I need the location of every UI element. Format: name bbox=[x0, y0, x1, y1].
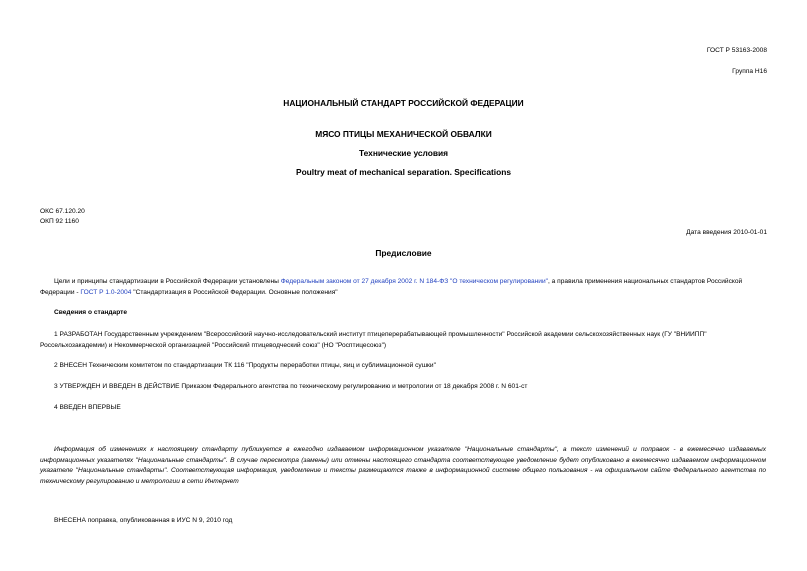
document-title: МЯСО ПТИЦЫ МЕХАНИЧЕСКОЙ ОБВАЛКИ bbox=[315, 129, 492, 139]
standard-code: ГОСТ Р 53163-2008 bbox=[706, 47, 767, 54]
federal-law-link[interactable]: Федеральным законом от 27 декабря 2002 г. N 184-ФЗ "О техническом регулировании" bbox=[280, 278, 549, 285]
document-subtitle: Технические условия bbox=[358, 148, 449, 158]
document-title-english: Poultry meat of mechanical separation. Specifications bbox=[295, 167, 512, 177]
foreword-text-c: "Стандартизация в Российской Федерации. Основные положения" bbox=[131, 288, 338, 296]
okp-code: ОКП 92 1160 bbox=[40, 218, 79, 225]
standard-info-heading: Сведения о стандарте bbox=[54, 309, 128, 316]
gost-r-1-0-2004-link[interactable]: ГОСТ Р 1.0-2004 bbox=[80, 288, 132, 296]
national-standard-heading: НАЦИОНАЛЬНЫЙ СТАНДАРТ РОССИЙСКОЙ ФЕДЕРАЦИИ bbox=[283, 98, 524, 108]
info-item-4: 4 ВВЕДЕН ВПЕРВЫЕ bbox=[54, 404, 121, 411]
amendment-note: ВНЕСЕНА поправка, опубликованная в ИУС N 9, 2010 год bbox=[54, 517, 233, 524]
oks-code: ОКС 67.120.20 bbox=[40, 208, 85, 215]
info-italic-notice: Информация об изменениях к настоящему стандарту публикуется в ежегодно издаваемом информационном указателе "Национальные стандарты", а текст изменений и поправок - в ежемесячно издаваемых информационных указателях "Национальные стандарты". В случае пересмотра (замены) или отмены настоящего стандарта соответствующее уведомление будет опубликовано в ежемесячно издаваемом информационном указателе "Национальные стандарты". Соответствующая информация, уведомление и тексты размещаются также в информационной системе общего пользования - на официальном сайте Федерального агентства по техническому регулированию и метрологии в сети Интернет bbox=[40, 446, 766, 485]
foreword-heading: Предисловие bbox=[375, 248, 432, 258]
info-item-1: 1 РАЗРАБОТАН Государственным учреждением "Всероссийский научно-исследовательский институт птицеперерабатывающей промышленности" Российской академии сельскохозяйственных наук (ГУ "ВНИИПП" Россельхозакадемии) и Некоммерческой организацией "Российский птицеводческий союз" (НО "Росптицесоюз") bbox=[40, 331, 707, 349]
foreword-text-b: , а правила применения национальных стандартов Российской Федерации - bbox=[40, 278, 743, 296]
group-code: Группа Н16 bbox=[732, 68, 767, 75]
foreword-text-a: Цели и принципы стандартизации в Российской Федерации установлены bbox=[54, 278, 281, 285]
foreword-paragraph bbox=[40, 277, 766, 298]
introduction-date: Дата введения 2010-01-01 bbox=[686, 229, 767, 236]
info-item-3: 3 УТВЕРЖДЕН И ВВЕДЕН В ДЕЙСТВИЕ Приказом Федерального агентства по техническому регулированию и метрологии от 18 декабря 2008 г. N 601-ст bbox=[54, 383, 528, 390]
info-item-2: 2 ВНЕСЕН Техническим комитетом по стандартизации ТК 116 "Продукты переработки птицы, яиц и сублимационной сушки" bbox=[54, 362, 436, 369]
